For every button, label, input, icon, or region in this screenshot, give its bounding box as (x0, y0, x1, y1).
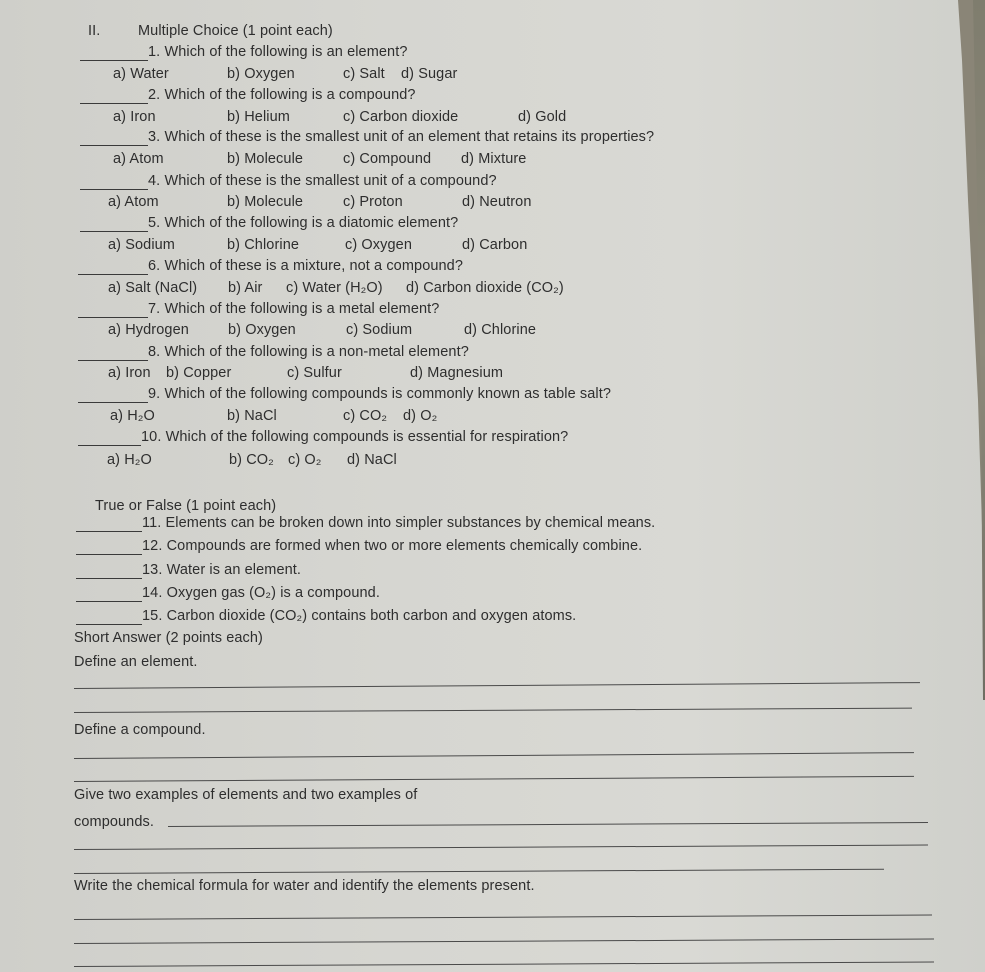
answer-blank-3[interactable] (80, 131, 148, 146)
answer-blank-1[interactable] (80, 46, 148, 61)
statement-14: 14. Oxygen gas (O₂) is a compound. (76, 584, 380, 602)
question-9: 9. Which of the following compounds is commonly known as table salt? (78, 385, 611, 403)
statement-13: 13. Water is an element. (76, 561, 301, 579)
answer-blank-12[interactable] (76, 540, 142, 555)
prompt-define-compound: Define a compound. (74, 722, 206, 738)
statement-12: 12. Compounds are formed when two or more elements chemically combine. (76, 537, 642, 555)
answer-blank-6[interactable] (78, 260, 148, 275)
section-numeral: II. (88, 23, 101, 39)
question-2: 2. Which of the following is a compound? (80, 86, 416, 104)
answer-blank-10[interactable] (78, 431, 141, 446)
question-1: 1. Which of the following is an element? (80, 43, 408, 61)
prompt-examples: Give two examples of elements and two examples of (74, 787, 418, 803)
question-6: 6. Which of these is a mixture, not a compound? (78, 257, 463, 275)
question-7: 7. Which of the following is a metal element? (78, 300, 439, 318)
answer-blank-9[interactable] (78, 388, 148, 403)
answer-blank-11[interactable] (76, 517, 142, 532)
prompt-define-element: Define an element. (74, 654, 198, 670)
statement-11: 11. Elements can be broken down into simpler substances by chemical means. (76, 514, 655, 532)
question-4: 4. Which of these is the smallest unit of a compound? (80, 172, 497, 190)
answer-blank-15[interactable] (76, 610, 142, 625)
prompt-water-formula: Write the chemical formula for water and identify the elements present. (74, 878, 535, 894)
answer-blank-5[interactable] (80, 217, 148, 232)
section-title-true-false: True or False (1 point each) (95, 498, 277, 514)
question-5: 5. Which of the following is a diatomic element? (80, 214, 458, 232)
section-title-multiple-choice: Multiple Choice (1 point each) (138, 23, 333, 39)
statement-15: 15. Carbon dioxide (CO₂) contains both carbon and oxygen atoms. (76, 607, 576, 625)
answer-blank-8[interactable] (78, 346, 148, 361)
answer-blank-4[interactable] (80, 175, 148, 190)
answer-blank-14[interactable] (76, 587, 142, 602)
question-10: 10. Which of the following compounds is essential for respiration? (78, 428, 568, 446)
prompt-examples-cont: compounds. (74, 814, 154, 830)
question-8: 8. Which of the following is a non-metal element? (78, 343, 469, 361)
answer-blank-2[interactable] (80, 89, 148, 104)
question-3: 3. Which of these is the smallest unit of an element that retains its properties? (80, 128, 654, 146)
answer-blank-13[interactable] (76, 564, 142, 579)
section-title-short-answer: Short Answer (2 points each) (74, 630, 263, 646)
answer-blank-7[interactable] (78, 303, 148, 318)
